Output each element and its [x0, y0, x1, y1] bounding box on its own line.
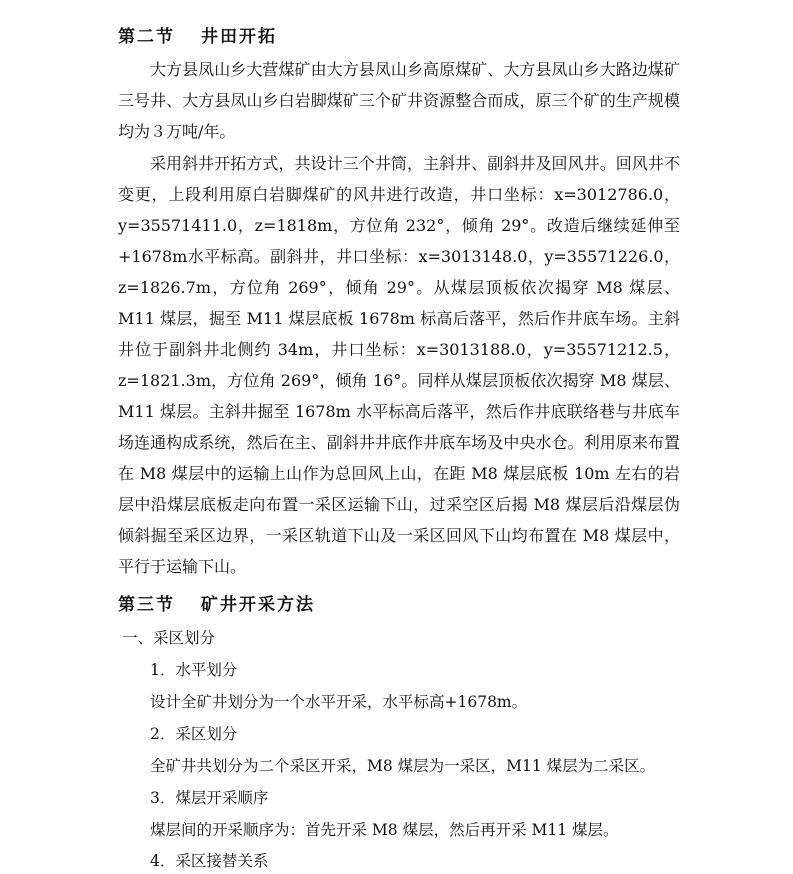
section-3-heading	[118, 590, 315, 615]
section-3-number: 第三节	[118, 595, 175, 615]
item-1-heading: 1．水平划分	[150, 661, 238, 679]
subheading-mining-area-division: 一、采区划分	[122, 629, 216, 647]
section-2-paragraph-1: 大方县凤山乡大营煤矿由大方县凤山乡高原煤矿、大方县凤山乡大路边煤矿三号井、大方县凤山乡白岩脚煤矿三个矿井资源整合而成，原三个矿的生产规模均为３万吨/年。	[118, 60, 680, 141]
section-3-title: 矿井开采方法	[201, 595, 315, 615]
item-3-body: 煤层间的开采顺序为：首先开采 M8 煤层，然后再开采 M11 煤层。	[150, 821, 619, 839]
item-1-body: 设计全矿井划分为一个水平开采，水平标高+1678m。	[150, 693, 528, 711]
item-2-body: 全矿井共划分为二个采区开采，M8 煤层为一采区，M11 煤层为二采区。	[150, 757, 656, 775]
item-3-heading: 3．煤层开采顺序	[150, 789, 269, 807]
section-2-number: 第二节	[118, 27, 175, 47]
section-2-paragraph-2: 采用斜井开拓方式，共设计三个井筒，主斜井、副斜井及回风井。回风井不变更，上段利用原白岩脚煤矿的风井进行改造，井口坐标：x=3012786.0，y=35571411.0，z=1818m，方位角 232°，倾角 29°。改造后继续延伸至+1678m水平标高。副斜井，井口坐标：x=3013148.0，y=35571226.0，z=1826.7m，方位角 269°，倾角 29°。从煤层顶板依次揭穿 M8 煤层、M11 煤层，掘至 M11 煤层底板 1678m 标高后落平，然后作井底车场。主斜井位于副斜井北侧约 34m，井口坐标：x=3013188.0，y=35571212.5，z=1821.3m，方位角 269°，倾角 16°。同样从煤层顶板依次揭穿 M8 煤层、M11 煤层。主斜井掘至 1678m 水平标高后落平，然后作井底联络巷与井底车场连通构成系统，然后在主、副斜井井底作井底车场及中央水仓。利用原来布置在 M8 煤层中的运输上山作为总回风上山，在距 M8 煤层底板 10m 左右的岩层中沿煤层底板走向布置一采区运输下山，过采空区后揭 M8 煤层后沿煤层伪倾斜掘至采区边界，一采区轨道下山及一采区回风下山均布置在 M8 煤层中，平行于运输下山。	[118, 154, 680, 576]
item-4-heading: 4．采区接替关系	[150, 852, 269, 870]
section-2-title: 井田开拓	[201, 27, 277, 47]
section-2-heading	[118, 22, 277, 47]
item-2-heading: 2．采区划分	[150, 725, 238, 743]
